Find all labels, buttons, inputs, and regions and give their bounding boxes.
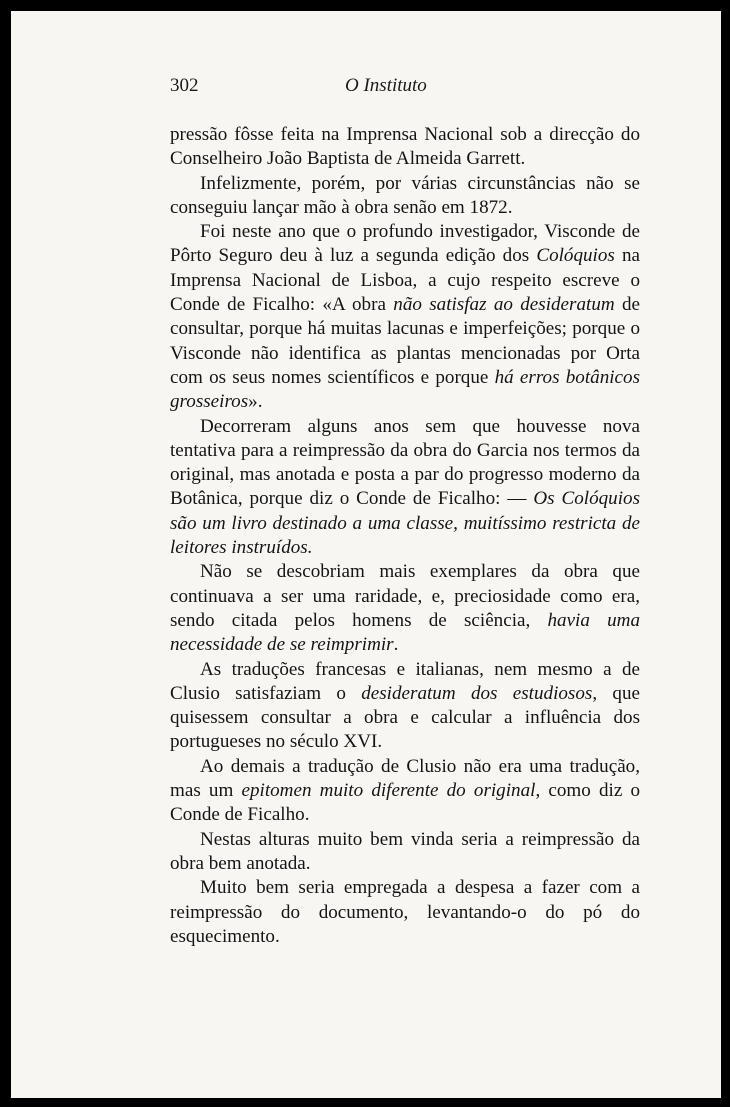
paragraph-2: Infelizmente, porém, por várias circunstâncias não se conseguiu lançar mão à obra senão em 1872. [170,172,640,218]
page-number: 302 [170,75,199,96]
running-header [170,75,640,101]
paragraph-1: pressão fôsse feita na Imprensa Nacional sob a direcção do Conselheiro João Baptista de Almeida Garrett. [170,124,640,170]
paragraph-6: As traduções francesas e italianas, nem mesmo a de Clusio satisfaziam o desideratum dos estudiosos, que quisessem consultar a obra e calcular a influência dos portugueses no século XVI. [170,658,640,753]
paragraph-3: Foi neste ano que o profundo investigador, Visconde de Pôrto Seguro deu à luz a segunda edição dos Colóquios na Imprensa Nacional de Lisboa, a cujo respeito escreve o Conde de Ficalho: «A obra não satisfaz ao desideratum de consultar, porque há muitas lacunas e imperfeições; porque o Visconde não identifica as plantas mencionadas por Orta com os seus nomes scientíficos e porque há erros botânicos grosseiros». [170,221,641,413]
paragraph-7: Ao demais a tradução de Clusio não era uma tradução, mas um epitomen muito diferente do original, como diz o Conde de Ficalho. [170,755,641,826]
body-text [170,123,640,949]
paragraph-5: Não se descobriam mais exemplares da obra que continuava a ser uma raridade, e, preciosidade como era, sendo citada pelos homens de sciência, havia uma necessidade de se reimprimir. [170,561,640,656]
paragraph-9: Muito bem seria empregada a despesa a fazer com a reimpressão do documento, levantando-o do pó do esquecimento. [170,877,640,947]
paragraph-4: Decorreram alguns anos sem que houvesse nova tentativa para a reimpressão da obra do Garcia nos termos da original, mas anotada e posta a par do progresso moderno da Botânica, porque diz o Conde de Ficalho: — Os Colóquios são um livro destinado a uma classe, muitíssimo restricta de leitores instruídos. [170,415,640,559]
running-title: O Instituto [345,75,427,96]
paragraph-8: Nestas alturas muito bem vinda seria a reimpressão da obra bem anotada. [170,828,640,874]
book-page [11,11,721,1098]
